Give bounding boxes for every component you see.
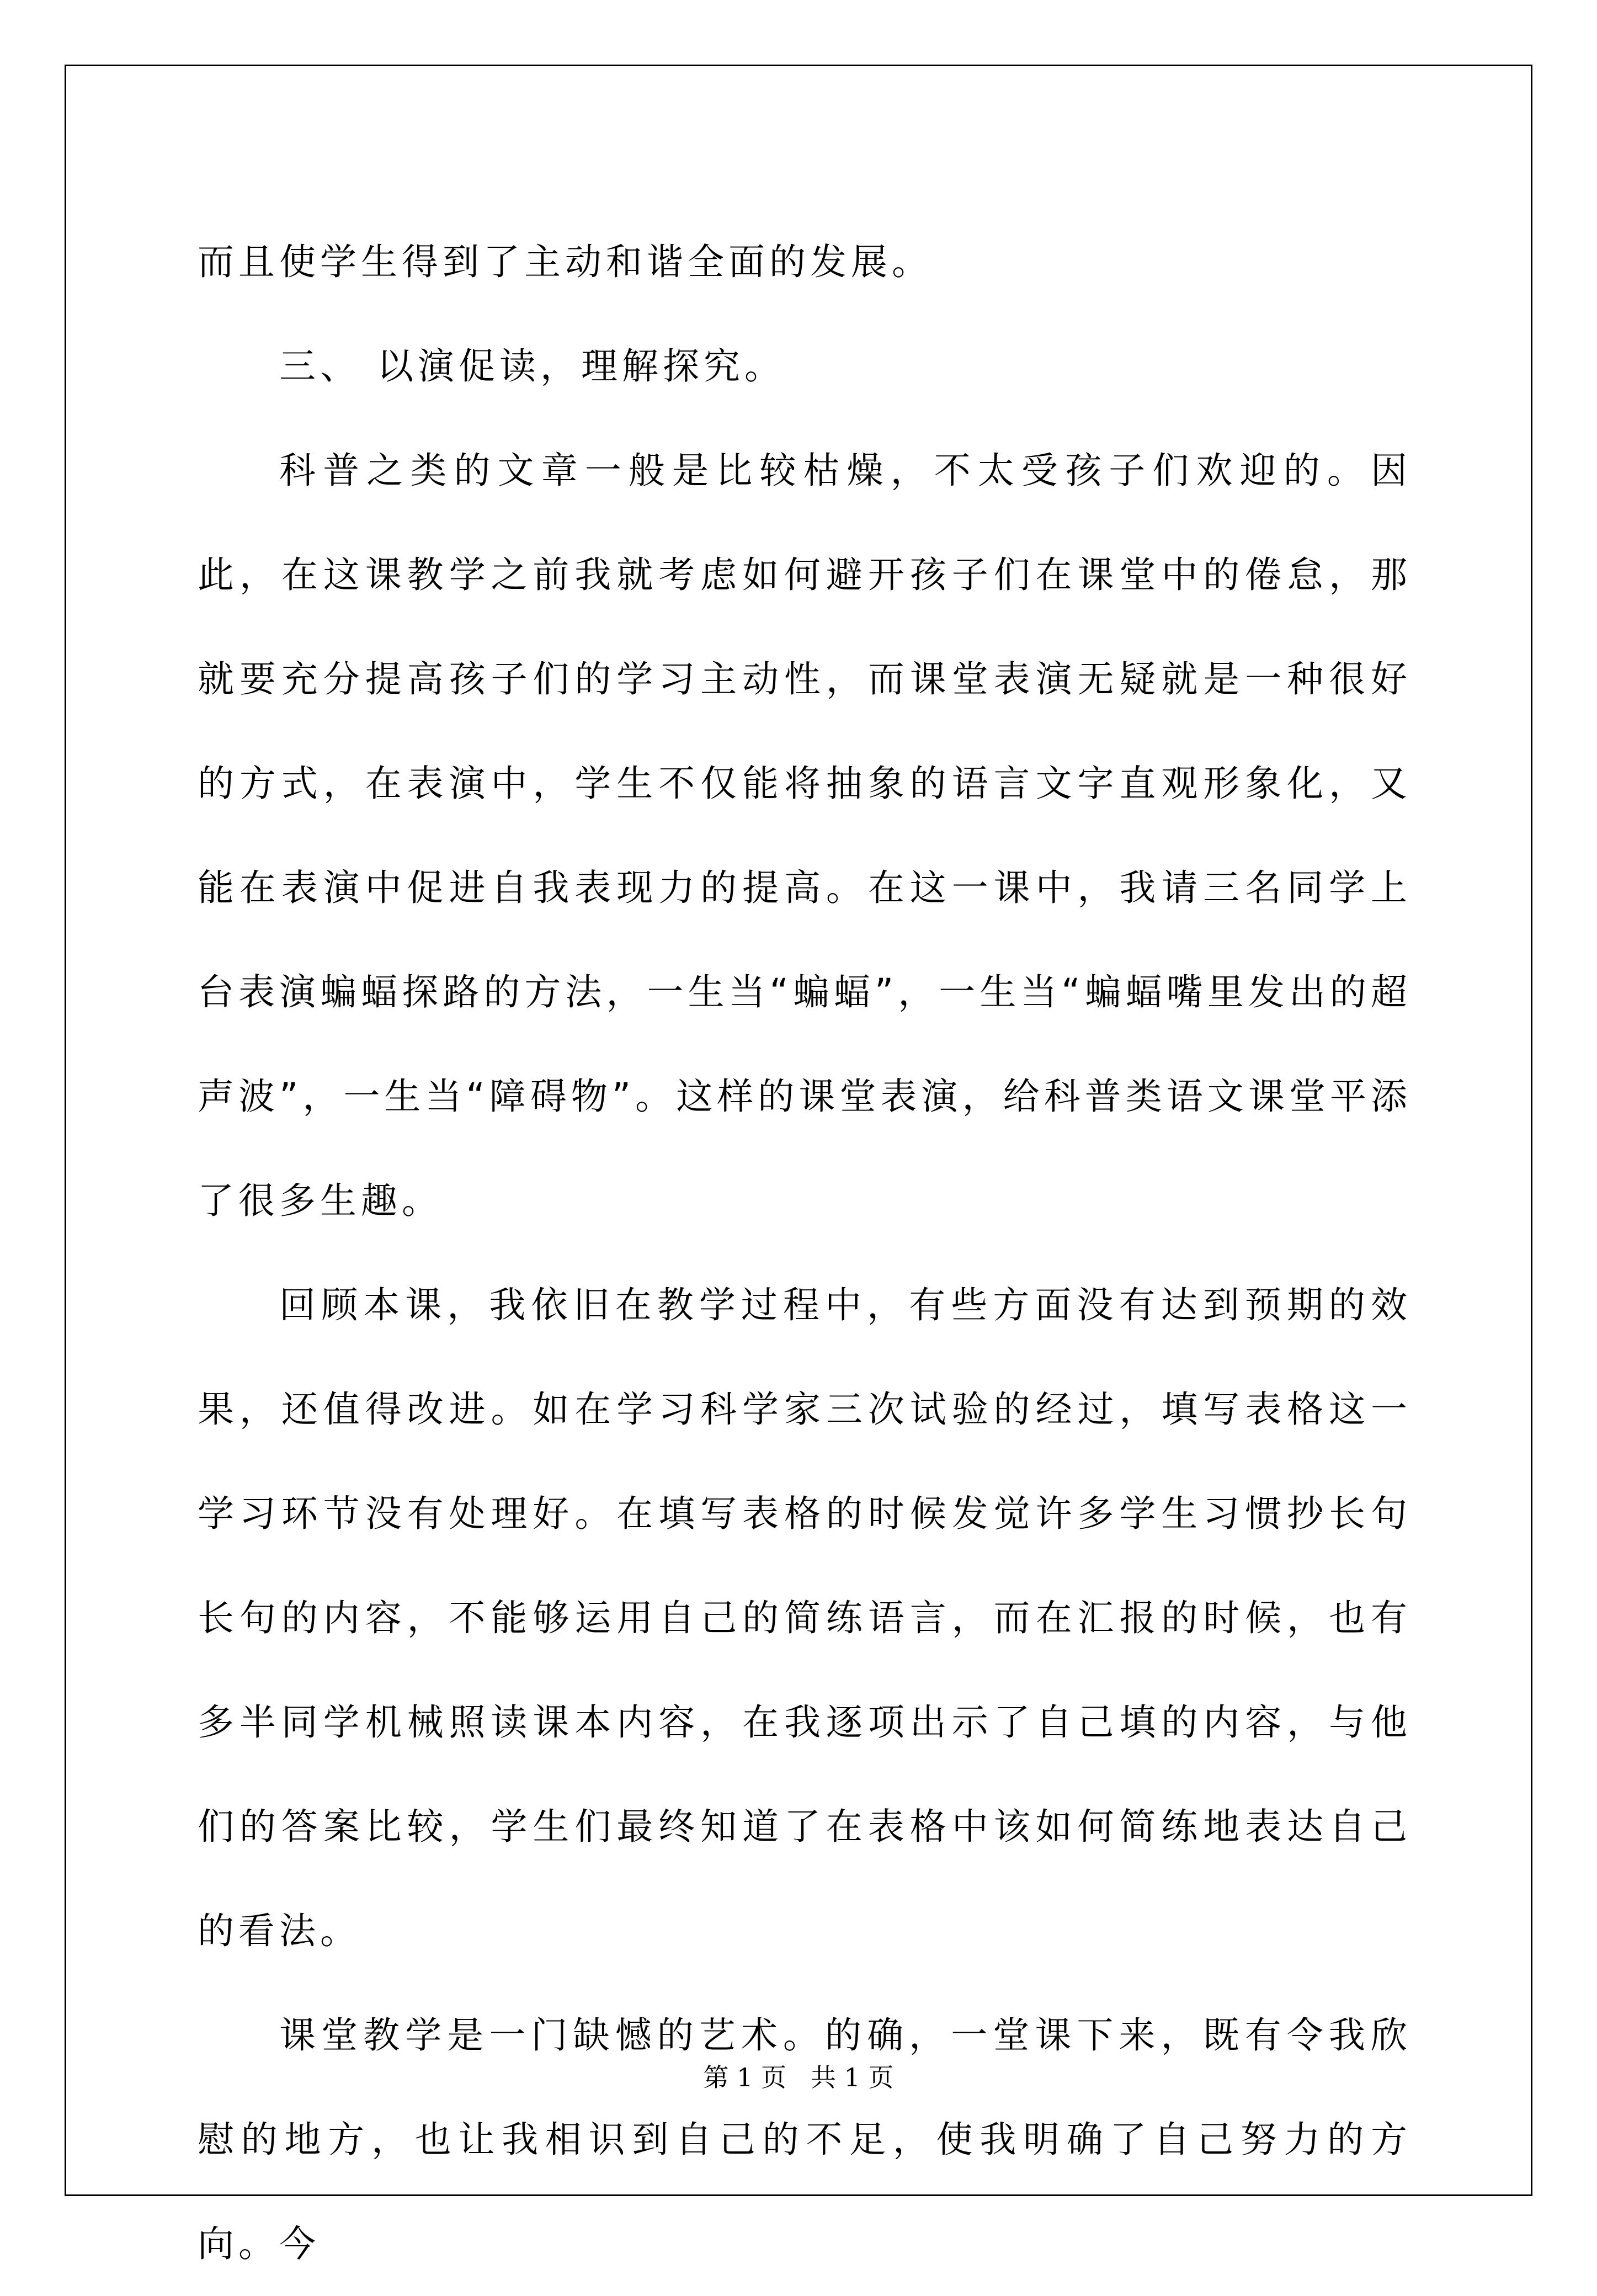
paragraph-4: 回顾本课，我依旧在教学过程中，有些方面没有达到预期的效果，还值得改进。如在学习科学家三次试验的经过，填写表格这一学习环节没有处理好。在填写表格的时候发觉许多学生习惯抄长句长句的内容，不能够运用自己的简练语言，而在汇报的时候，也有多半同学机械照读课本内容，在我逐项出示了自己填的内容，与他们的答案比较，学生们最终知道了在表格中该如何简练地表达自己的看法。 bbox=[198, 1284, 1412, 1952]
page-number-footer: 第 1 页 共 1 页 bbox=[703, 2063, 894, 2092]
document-body bbox=[198, 210, 1412, 2296]
section-heading: 三、 以演促读，理解探究。 bbox=[279, 345, 785, 387]
paragraph-3: 科普之类的文章一般是比较枯燥，不太受孩子们欢迎的。因此，在这课教学之前我就考虑如何避开孩子们在课堂中的倦怠，那就要充分提高孩子们的学习主动性，而课堂表演无疑就是一种很好的方式，在表演中，学生不仅能将抽象的语言文字直观形象化，又能在表演中促进自我表现力的提高。在这一课中，我请三名同学上台表演蝙蝠探路的方法，一生当“蝙蝠”，一生当“蝙蝠嘴里发出的超声波”，一生当“障碍物”。这样的课堂表演，给科普类语文课堂平添了很多生趣。 bbox=[198, 449, 1412, 1222]
paragraph-5: 课堂教学是一门缺憾的艺术。的确，一堂课下来，既有令我欣慰的地方，也让我相识到自己的不足，使我明确了自己努力的方向。今 bbox=[198, 2014, 1412, 2265]
paragraph-1: 而且使学生得到了主动和谐全面的发展。 bbox=[198, 241, 933, 283]
